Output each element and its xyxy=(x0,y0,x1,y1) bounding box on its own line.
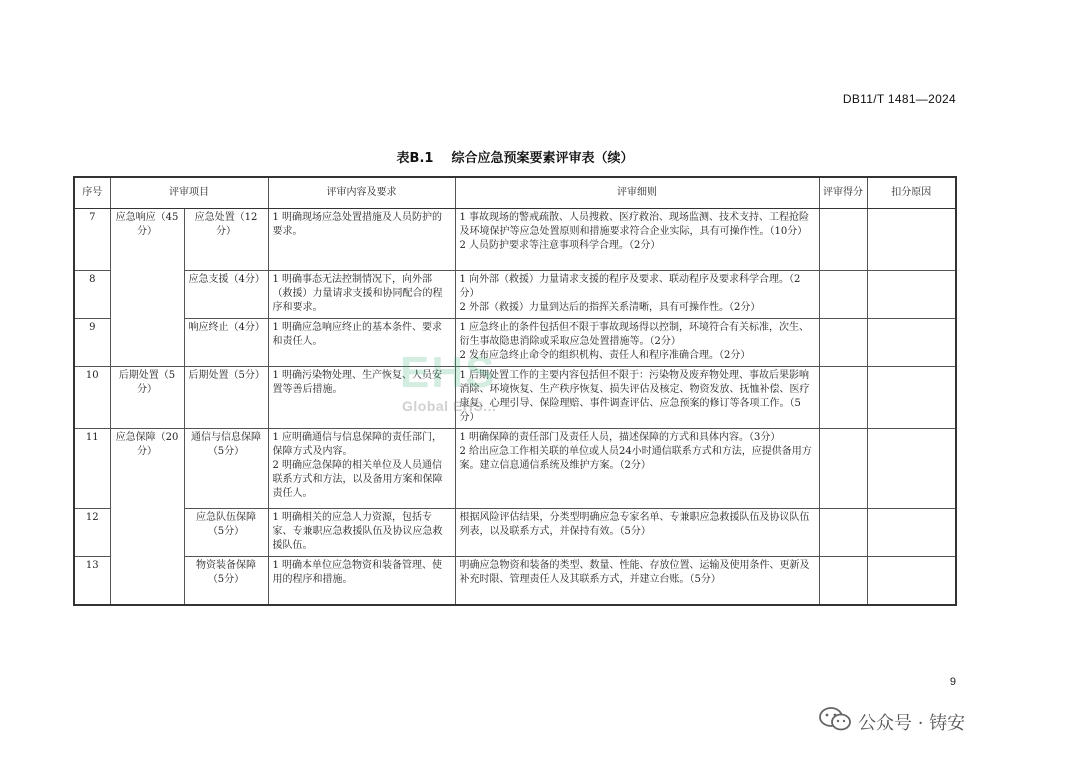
item-cell: 通信与信息保障（5分） xyxy=(184,429,268,509)
score-cell[interactable] xyxy=(819,271,867,319)
watermark-logo: EHS xyxy=(400,348,497,397)
table-row xyxy=(74,557,956,605)
requirement-cell: 1 明确本单位应急物资和装备管理、使用的程序和措施。 xyxy=(268,557,455,605)
detail-cell: 1 事故现场的警戒疏散、人员搜救、医疗救治、现场监测、技术支持、工程抢险及环境保护等应急处置原则和措施要求符合企业实际，具有可操作性。（10分） 2 人员防护要求等注意事项科学合理。（2分） xyxy=(455,209,819,271)
requirement-cell: 1 明确相关的应急人力资源，包括专家、专兼职应急救援队伍及协议应急救援队伍。 xyxy=(268,509,455,557)
row-number: 12 xyxy=(74,509,110,557)
table-caption: 综合应急预案要素评审表（续） xyxy=(451,151,634,166)
reason-cell[interactable] xyxy=(867,271,956,319)
category-cell: 应急响应（45分） xyxy=(110,209,184,367)
evaluation-table xyxy=(73,176,957,606)
reason-cell[interactable] xyxy=(867,209,956,271)
table-row xyxy=(74,429,956,509)
score-cell[interactable] xyxy=(819,429,867,509)
wechat-icon xyxy=(818,706,852,737)
table-header-row xyxy=(74,177,956,209)
row-number: 9 xyxy=(74,319,110,367)
category-cell: 后期处置（5分） xyxy=(110,367,184,429)
col-header-score: 评审得分 xyxy=(819,177,867,209)
col-header-reason: 扣分原因 xyxy=(867,177,956,209)
score-cell[interactable] xyxy=(819,209,867,271)
score-cell[interactable] xyxy=(819,319,867,367)
reason-cell[interactable] xyxy=(867,509,956,557)
score-cell[interactable] xyxy=(819,557,867,605)
item-cell: 应急支援（4分） xyxy=(184,271,268,319)
standard-code: DB11/T 1481—2024 xyxy=(842,92,956,106)
row-number: 13 xyxy=(74,557,110,605)
table-title xyxy=(0,147,1030,166)
item-cell: 应急队伍保障（5分） xyxy=(184,509,268,557)
item-cell: 物资装备保障（5分） xyxy=(184,557,268,605)
watermark-subtitle: Global EHS... xyxy=(402,398,497,414)
detail-cell: 1 向外部（救援）力量请求支援的程序及要求、联动程序及要求科学合理。（2分） 2 外部（救援）力量到达后的指挥关系清晰，具有可操作性。（2分） xyxy=(455,271,819,319)
col-header-detail: 评审细则 xyxy=(455,177,819,209)
col-header-item: 评审项目 xyxy=(110,177,268,209)
detail-cell: 1 明确保障的责任部门及责任人员，描述保障的方式和具体内容。（3分） 2 给出应急工作相关联的单位或人员24小时通信联系方式和方法，应提供备用方案。建立信息通信系统及维护方案。（2分） xyxy=(455,429,819,509)
footer-brand[interactable] xyxy=(818,706,965,737)
page-number: 9 xyxy=(949,676,956,688)
reason-cell[interactable] xyxy=(867,429,956,509)
row-number: 8 xyxy=(74,271,110,319)
requirement-cell: 1 明确现场应急处置措施及人员防护的要求。 xyxy=(268,209,455,271)
item-cell: 后期处置（5分） xyxy=(184,367,268,429)
reason-cell[interactable] xyxy=(867,367,956,429)
detail-cell: 根据风险评估结果，分类型明确应急专家名单、专兼职应急救援队伍及协议队伍列表，以及联系方式，并保持有效。（5分） xyxy=(455,509,819,557)
row-number: 11 xyxy=(74,429,110,509)
table-row xyxy=(74,209,956,271)
footer-brand-text: 公众号 · 铸安 xyxy=(858,712,966,734)
score-cell[interactable] xyxy=(819,367,867,429)
detail-cell: 1 应急终止的条件包括但不限于事故现场得以控制，环境符合有关标准，次生、衍生事故隐患消除或采取应急处置措施等。（2分） 2 发布应急终止命令的组织机构、责任人和程序准确合理。（2分） xyxy=(455,319,819,367)
item-cell: 响应终止（4分） xyxy=(184,319,268,367)
table-row xyxy=(74,367,956,429)
reason-cell[interactable] xyxy=(867,557,956,605)
detail-cell: 明确应急物资和装备的类型、数量、性能、存放位置、运输及使用条件、更新及补充时限、管理责任人及其联系方式，并建立台账。（5分） xyxy=(455,557,819,605)
score-cell[interactable] xyxy=(819,509,867,557)
table-row xyxy=(74,271,956,319)
col-header-no: 序号 xyxy=(74,177,110,209)
row-number: 7 xyxy=(74,209,110,271)
category-cell: 应急保障（20分） xyxy=(110,429,184,605)
item-cell: 应急处置（12分） xyxy=(184,209,268,271)
reason-cell[interactable] xyxy=(867,319,956,367)
requirement-cell: 1 明确污染物处理、生产恢复、人员安置等善后措施。 xyxy=(268,367,455,429)
detail-cell: 1 后期处置工作的主要内容包括但不限于：污染物及废弃物处理、事故后果影响消除、环境恢复、生产秩序恢复、损失评估及核定、物资发放、抚恤补偿、医疗康复、心理引导、保险理赔、事件调查评估、应急预案的修订等各项工作。（5分） xyxy=(455,367,819,429)
table-number: 表B.1 xyxy=(396,151,434,166)
requirement-cell: 1 明确事态无法控制情况下，向外部（救援）力量请求支援和协同配合的程序和要求。 xyxy=(268,271,455,319)
requirement-cell: 1 应明确通信与信息保障的责任部门，保障方式及内容。 2 明确应急保障的相关单位及人员通信联系方式和方法，以及备用方案和保障责任人。 xyxy=(268,429,455,509)
col-header-requirement: 评审内容及要求 xyxy=(268,177,455,209)
table-row xyxy=(74,509,956,557)
requirement-cell: 1 明确应急响应终止的基本条件、要求和责任人。 xyxy=(268,319,455,367)
row-number: 10 xyxy=(74,367,110,429)
table-row xyxy=(74,319,956,367)
